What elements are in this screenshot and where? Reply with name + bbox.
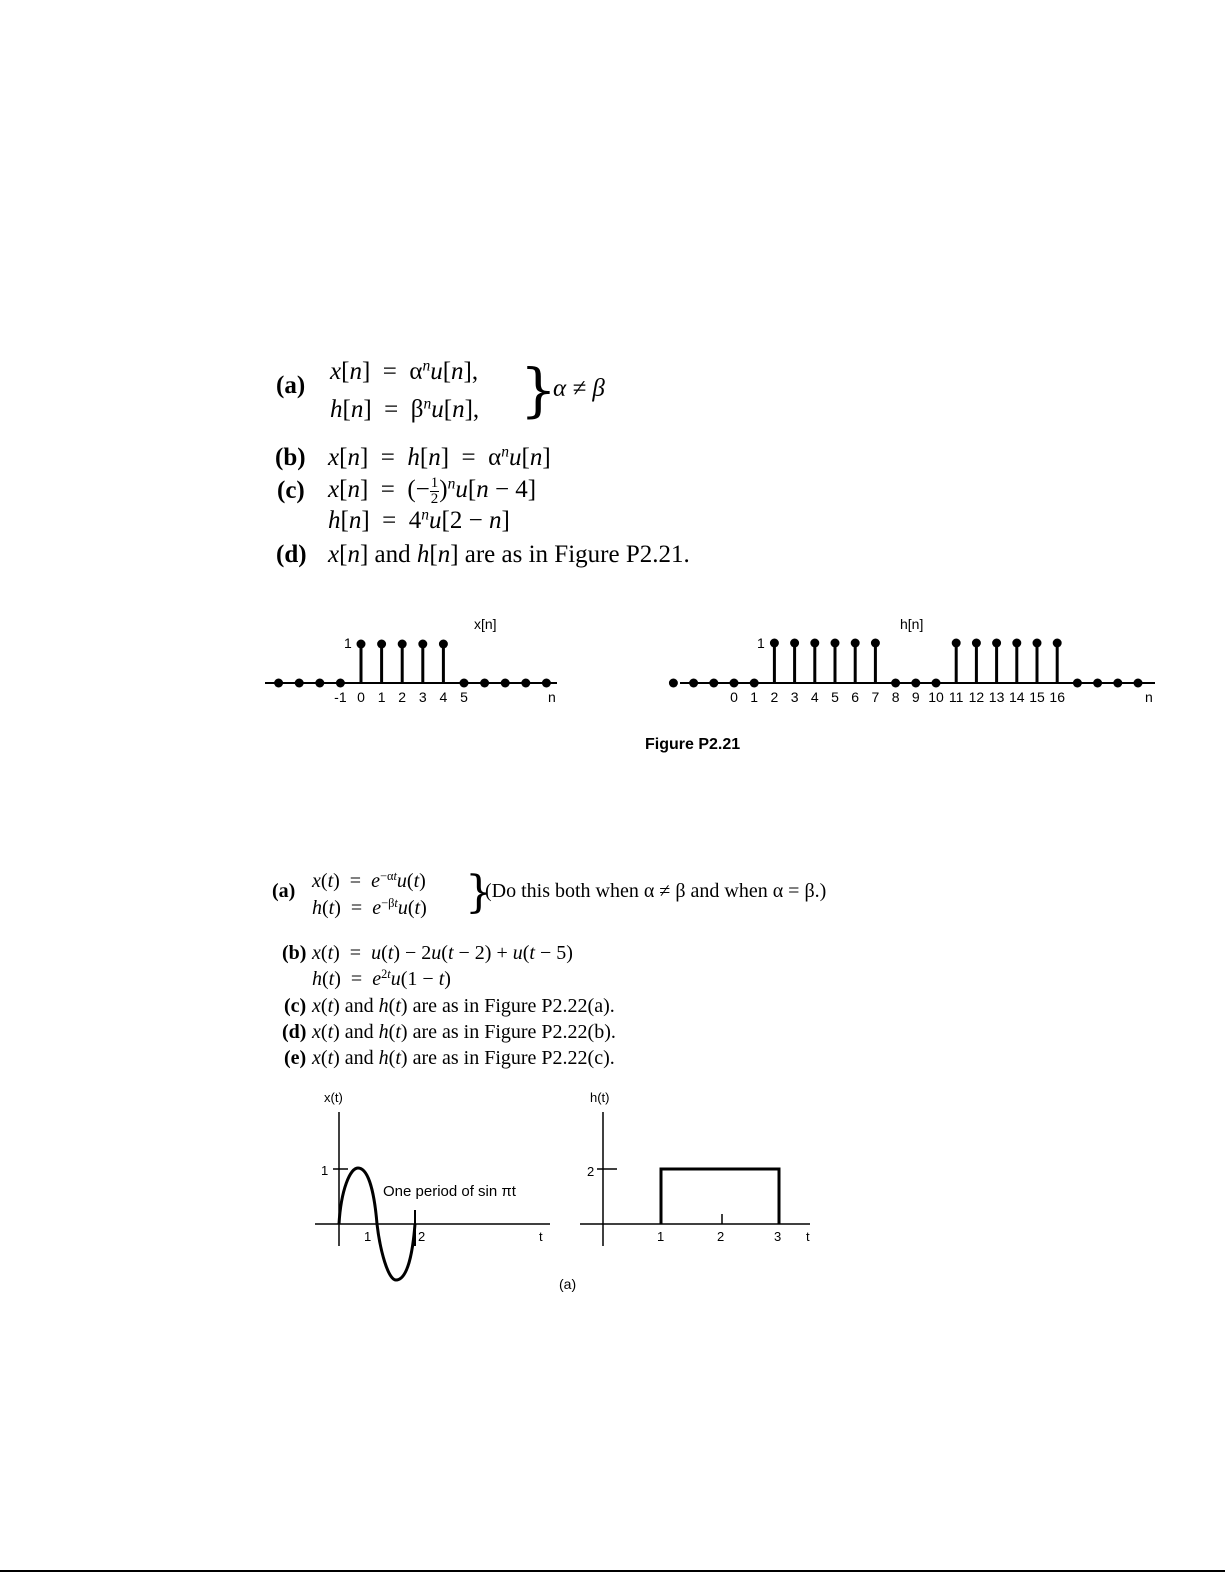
hn-sample-dot xyxy=(1093,679,1102,688)
xn-sample-dot xyxy=(398,640,407,649)
hn-tick-label: 1 xyxy=(750,689,759,705)
hn-unit-label: 1 xyxy=(757,635,765,651)
p22-part-b-label: (b) xyxy=(282,942,307,964)
part-b-label: (b) xyxy=(275,444,306,471)
hn-sample-dot xyxy=(810,639,819,648)
p22-part-c-suffix: are as in Figure P2.22(a). xyxy=(412,995,615,1017)
xn-sample-dot xyxy=(377,640,386,649)
xt-tick-1: 1 xyxy=(364,1229,372,1244)
sub-caption-a: (a) xyxy=(559,1276,577,1292)
xn-tick-label: 3 xyxy=(418,689,427,705)
p22-part-a-note: (Do this both when α ≠ β and when α = β.) xyxy=(485,880,827,902)
hn-tick-label: 3 xyxy=(790,689,799,705)
xt-plot xyxy=(315,1090,550,1280)
hn-sample-dot xyxy=(770,639,779,648)
hn-title: h[n] xyxy=(900,616,924,632)
xn-sample-dot xyxy=(357,640,366,649)
condition-alpha-neq-beta: α ≠ β xyxy=(553,375,605,402)
hn-tick-label: 15 xyxy=(1029,689,1045,705)
xn-sample-dot xyxy=(521,679,530,688)
frac-denominator: 2 xyxy=(430,491,439,507)
hn-sample-dot xyxy=(972,639,981,648)
hn-tick-label: 2 xyxy=(770,689,779,705)
p22-part-c-text: x(t) and h(t) are as in Figure P2.22(a). xyxy=(312,995,615,1017)
hn-sample-dot xyxy=(669,679,678,688)
part-d-text: x[n] and h[n] are as in Figure P2.21. xyxy=(328,541,690,568)
hn-tick-label: 0 xyxy=(730,689,738,705)
hn-tick-label: 11 xyxy=(948,689,964,705)
xn-tick-label: 4 xyxy=(439,689,448,705)
hn-sample-dot xyxy=(1053,639,1062,648)
hn-tick-label: 5 xyxy=(831,689,839,705)
xn-axis-var: n xyxy=(548,689,556,705)
xn-sample-dot xyxy=(460,679,469,688)
frac-numerator: 1 xyxy=(430,475,439,491)
equation-ht-a: $h(t) = e^{-\beta t}u(t)$ xyxy=(312,896,427,919)
hn-sample-dot xyxy=(730,679,739,688)
xn-sample-dot xyxy=(418,640,427,649)
hn-sample-dot xyxy=(1073,679,1082,688)
p22-part-e-text: x(t) and h(t) are as in Figure P2.22(c). xyxy=(312,1047,615,1069)
ht-tick-1: 1 xyxy=(657,1229,665,1244)
hn-tick-label: 16 xyxy=(1049,689,1065,705)
hn-tick-label: 14 xyxy=(1009,689,1025,705)
hn-sample-dot xyxy=(1033,639,1042,648)
hn-sample-dot xyxy=(709,679,718,688)
ht-axis-var: t xyxy=(806,1229,810,1244)
hn-sample-dot xyxy=(952,639,961,648)
part-d-label: (d) xyxy=(276,541,307,568)
hn-sample-dot xyxy=(1113,679,1122,688)
figure-p2-22a xyxy=(0,1085,1225,1300)
ht-title: h(t) xyxy=(590,1090,610,1105)
hn-tick-label: 12 xyxy=(968,689,985,705)
hn-sample-dot xyxy=(871,639,880,648)
ht-tick-2: 2 xyxy=(717,1229,725,1244)
ht-two-label: 2 xyxy=(587,1164,595,1179)
hn-sample-dot xyxy=(1012,639,1021,648)
xn-tick-label: 1 xyxy=(377,689,386,705)
equation-hn-a: $h[n] = \beta^nu[n]$, xyxy=(330,395,480,423)
hn-sample-dot xyxy=(992,639,1001,648)
hn-sample-dot xyxy=(851,639,860,648)
xn-tick-label: 5 xyxy=(460,689,468,705)
xn-stem-plot xyxy=(265,616,557,705)
hn-sample-dot xyxy=(689,679,698,688)
hn-tick-label: 9 xyxy=(911,689,920,705)
equation-xn-a: $x[n] = \alpha^nu[n]$, xyxy=(330,357,479,385)
hn-tick-label: 6 xyxy=(851,689,860,705)
p22-part-d-label: (d) xyxy=(282,1021,307,1043)
xt-title: x(t) xyxy=(324,1090,343,1105)
xn-title: x[n] xyxy=(474,616,497,632)
part-d-suffix: are as in Figure P2.21. xyxy=(464,541,690,568)
equation-xt-b: x(t) = u(t) − 2u(t − 2) + u(t − 5) xyxy=(312,942,573,964)
p22-part-a-label: (a) xyxy=(272,880,296,902)
xn-sample-dot xyxy=(336,679,345,688)
brace: } xyxy=(520,356,557,424)
xn-tick-label: 2 xyxy=(398,689,407,705)
xn-tick-label: -1 xyxy=(334,689,347,705)
part-a-label: (a) xyxy=(276,372,306,399)
hn-sample-dot xyxy=(831,639,840,648)
hn-axis-var: n xyxy=(1145,689,1153,705)
p22-part-d-text: x(t) and h(t) are as in Figure P2.22(b). xyxy=(312,1021,616,1043)
p22-brace: } xyxy=(465,867,493,918)
xt-axis-var: t xyxy=(539,1229,543,1244)
page-bottom-rule xyxy=(0,1570,1225,1572)
equation-c-x: x[n] = (− $\frac{1}{2}$ )$^n$u[n − 4] xyxy=(328,475,537,507)
p22-part-e-suffix: are as in Figure P2.22(c). xyxy=(412,1047,615,1069)
hn-sample-dot xyxy=(750,679,759,688)
xt-annotation: One period of sin πt xyxy=(383,1183,516,1200)
xn-sample-dot xyxy=(542,679,551,688)
p22-part-c-label: (c) xyxy=(284,995,307,1017)
hn-tick-label: 13 xyxy=(988,689,1005,705)
hn-sample-dot xyxy=(911,679,920,688)
xt-tick-2: 2 xyxy=(418,1229,426,1244)
xn-sample-dot xyxy=(480,679,489,688)
hn-sample-dot xyxy=(1134,679,1143,688)
figure-p2-21-caption: Figure P2.21 xyxy=(645,736,741,753)
p22-part-d-suffix: are as in Figure P2.22(b). xyxy=(412,1021,616,1043)
xn-sample-dot xyxy=(501,679,510,688)
xn-sample-dot xyxy=(274,679,283,688)
figure-p2-21 xyxy=(0,600,1225,770)
hn-sample-dot xyxy=(891,679,900,688)
equation-ht-b: $h(t) = e^{2t}u(1 - t)$ xyxy=(312,967,451,990)
part-c-label: (c) xyxy=(277,477,305,504)
equation-b: $x[n] = h[n] = \alpha^nu[n]$ xyxy=(328,443,551,471)
ht-plot xyxy=(580,1090,810,1246)
p22-part-e-label: (e) xyxy=(284,1047,307,1069)
xn-sample-dot xyxy=(295,679,304,688)
hn-tick-label: 8 xyxy=(891,689,900,705)
hn-stem-plot xyxy=(669,616,1155,705)
hn-sample-dot xyxy=(932,679,941,688)
ht-pulse xyxy=(661,1169,779,1224)
hn-sample-dot xyxy=(790,639,799,648)
equation-xt-a: $x(t) = e^{-\alpha t}u(t)$ xyxy=(312,869,426,892)
hn-tick-label: 7 xyxy=(871,689,880,705)
ht-tick-3: 3 xyxy=(774,1229,782,1244)
xn-tick-label: 0 xyxy=(357,689,365,705)
xn-sample-dot xyxy=(439,640,448,649)
xt-one-label: 1 xyxy=(321,1163,329,1178)
hn-tick-label: 4 xyxy=(810,689,819,705)
hn-tick-label: 10 xyxy=(928,689,944,705)
xn-unit-label: 1 xyxy=(344,635,352,651)
equation-c-h: $h[n] = 4^nu[2 - n]$ xyxy=(328,506,510,534)
xn-sample-dot xyxy=(315,679,324,688)
